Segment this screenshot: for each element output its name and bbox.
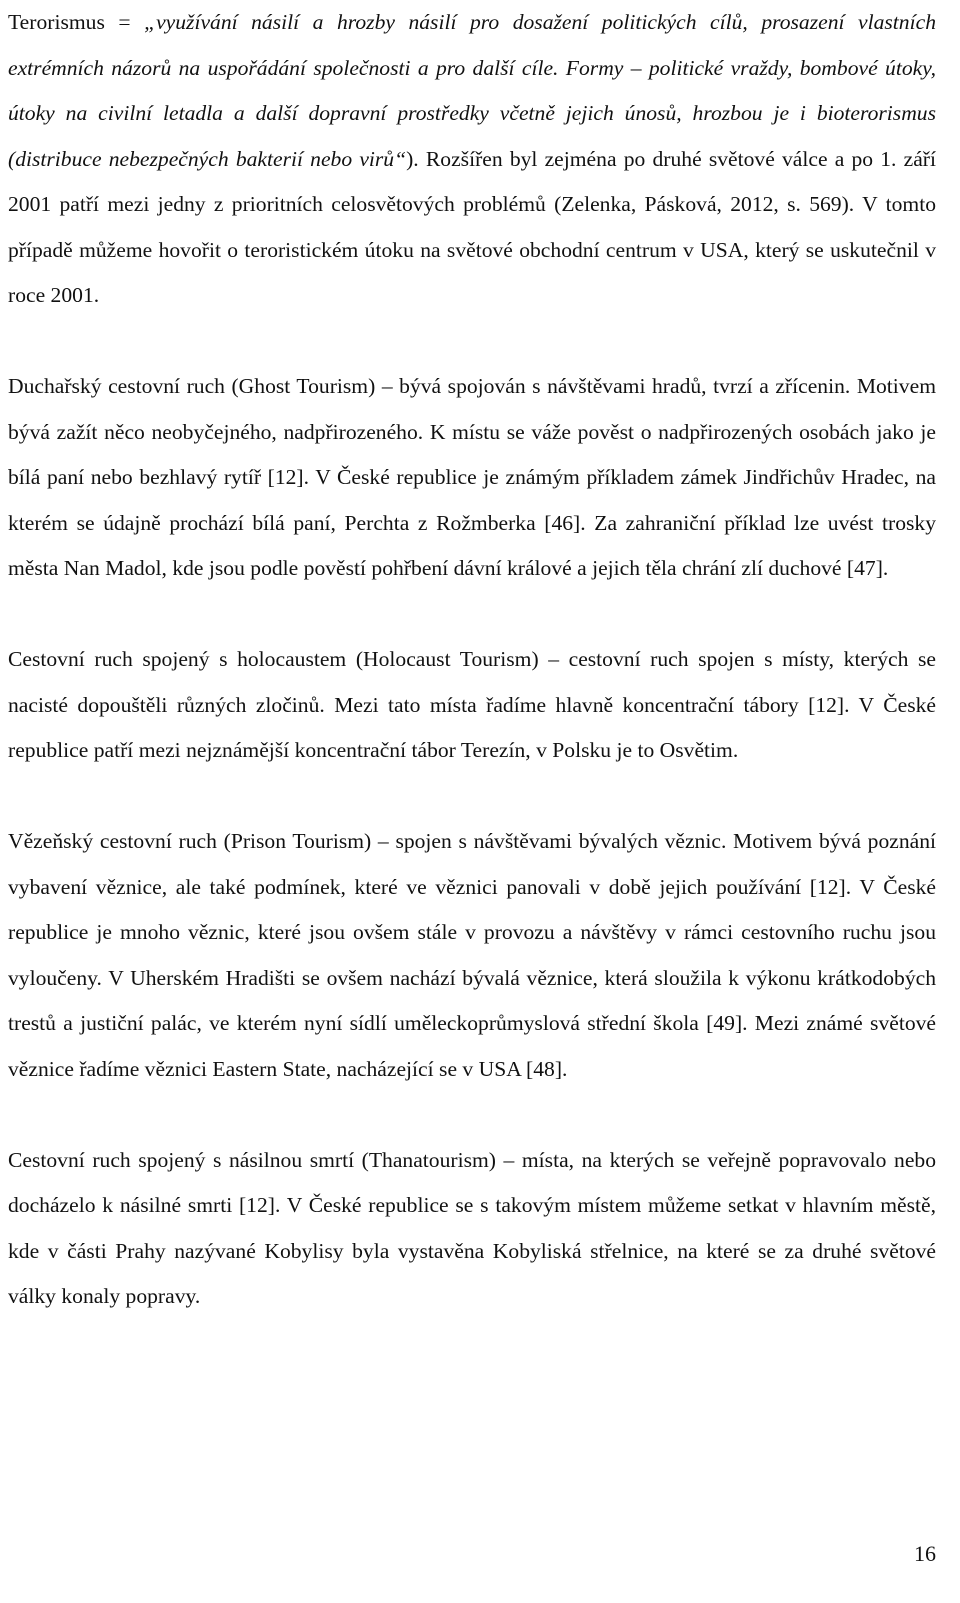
document-page	[8, 0, 936, 1320]
terrorism-definition-quote: „využívání násilí a hrozby násilí pro dosažení politických cílů, prosazení vlastních extrémních názorů na uspořádání společnosti a pro další cíle. Formy – politické vraždy, bombové útoky, útoky na civilní letadla a další dopravní prostředky včetně jejich únosů, hrozbou je i bioterorismus (distribuce nebezpečných bakterií nebo virů“	[8, 10, 936, 171]
paragraph-ghost-tourism: Duchařský cestovní ruch (Ghost Tourism) – bývá spojován s návštěvami hradů, tvrzí a zřícenin. Motivem bývá zažít něco neobyčejného, nadpřirozeného. K místu se váže pověst o nadpřirozených osobách jako je bílá paní nebo bezhlavý rytíř [12]. V České republice je známým příkladem zámek Jindřichův Hradec, na kterém se údajně prochází bílá paní, Perchta z Rožmberka [46]. Za zahraniční příklad lze uvést trosky města Nan Madol, kde jsou podle pověstí pohřbení dávní králové a jejich těla chrání zlí duchové [47].	[8, 374, 936, 580]
terrorism-lead: Terorismus =	[8, 10, 145, 34]
paragraph-prison-tourism: Vězeňský cestovní ruch (Prison Tourism) – spojen s návštěvami bývalých věznic. Motivem bývá poznání vybavení věznice, ale také podmínek, které ve věznici panovali v době jejich používání [12]. V České republice je mnoho věznic, které jsou ovšem stále v provozu a návštěvy v rámci cestovního ruchu jsou vyloučeny. V Uherském Hradišti se ovšem nachází bývalá věznice, která sloužila k výkonu krátkodobých trestů a justiční palác, ve kterém nyní sídlí uměleckoprůmyslová střední škola [49]. Mezi známé světové věznice řadíme věznici Eastern State, nacházející se v USA [48].	[8, 829, 936, 1081]
paragraph-thanatourism: Cestovní ruch spojený s násilnou smrtí (Thanatourism) – místa, na kterých se veřejně popravovalo nebo docházelo k násilné smrti [12]. V České republice se s takovým místem můžeme setkat v hlavním městě, kde v části Prahy nazývané Kobylisy byla vystavěna Kobyliská střelnice, na které se za druhé světové války konaly popravy.	[8, 1147, 936, 1308]
terrorism-rest: ). Rozšířen byl zejména po druhé světové válce a po 1. září 2001 patří mezi jedny z prioritních celosvětových problémů (Zelenka, Pásková, 2012, s. 569). V tomto případě můžeme hovořit o teroristickém útoku na světové obchodní centrum v USA, který se uskutečnil v roce 2001.	[8, 146, 936, 307]
paragraph-terrorism	[8, 0, 936, 319]
page-number: 16	[914, 1541, 936, 1566]
paragraph-holocaust-tourism: Cestovní ruch spojený s holocaustem (Holocaust Tourism) – cestovní ruch spojen s místy, kterých se nacisté dopouštěli různých zločinů. Mezi tato místa řadíme hlavně koncentrační tábory [12]. V České republice patří mezi nejznámější koncentrační tábor Terezín, v Polsku je to Osvětim.	[8, 647, 936, 762]
